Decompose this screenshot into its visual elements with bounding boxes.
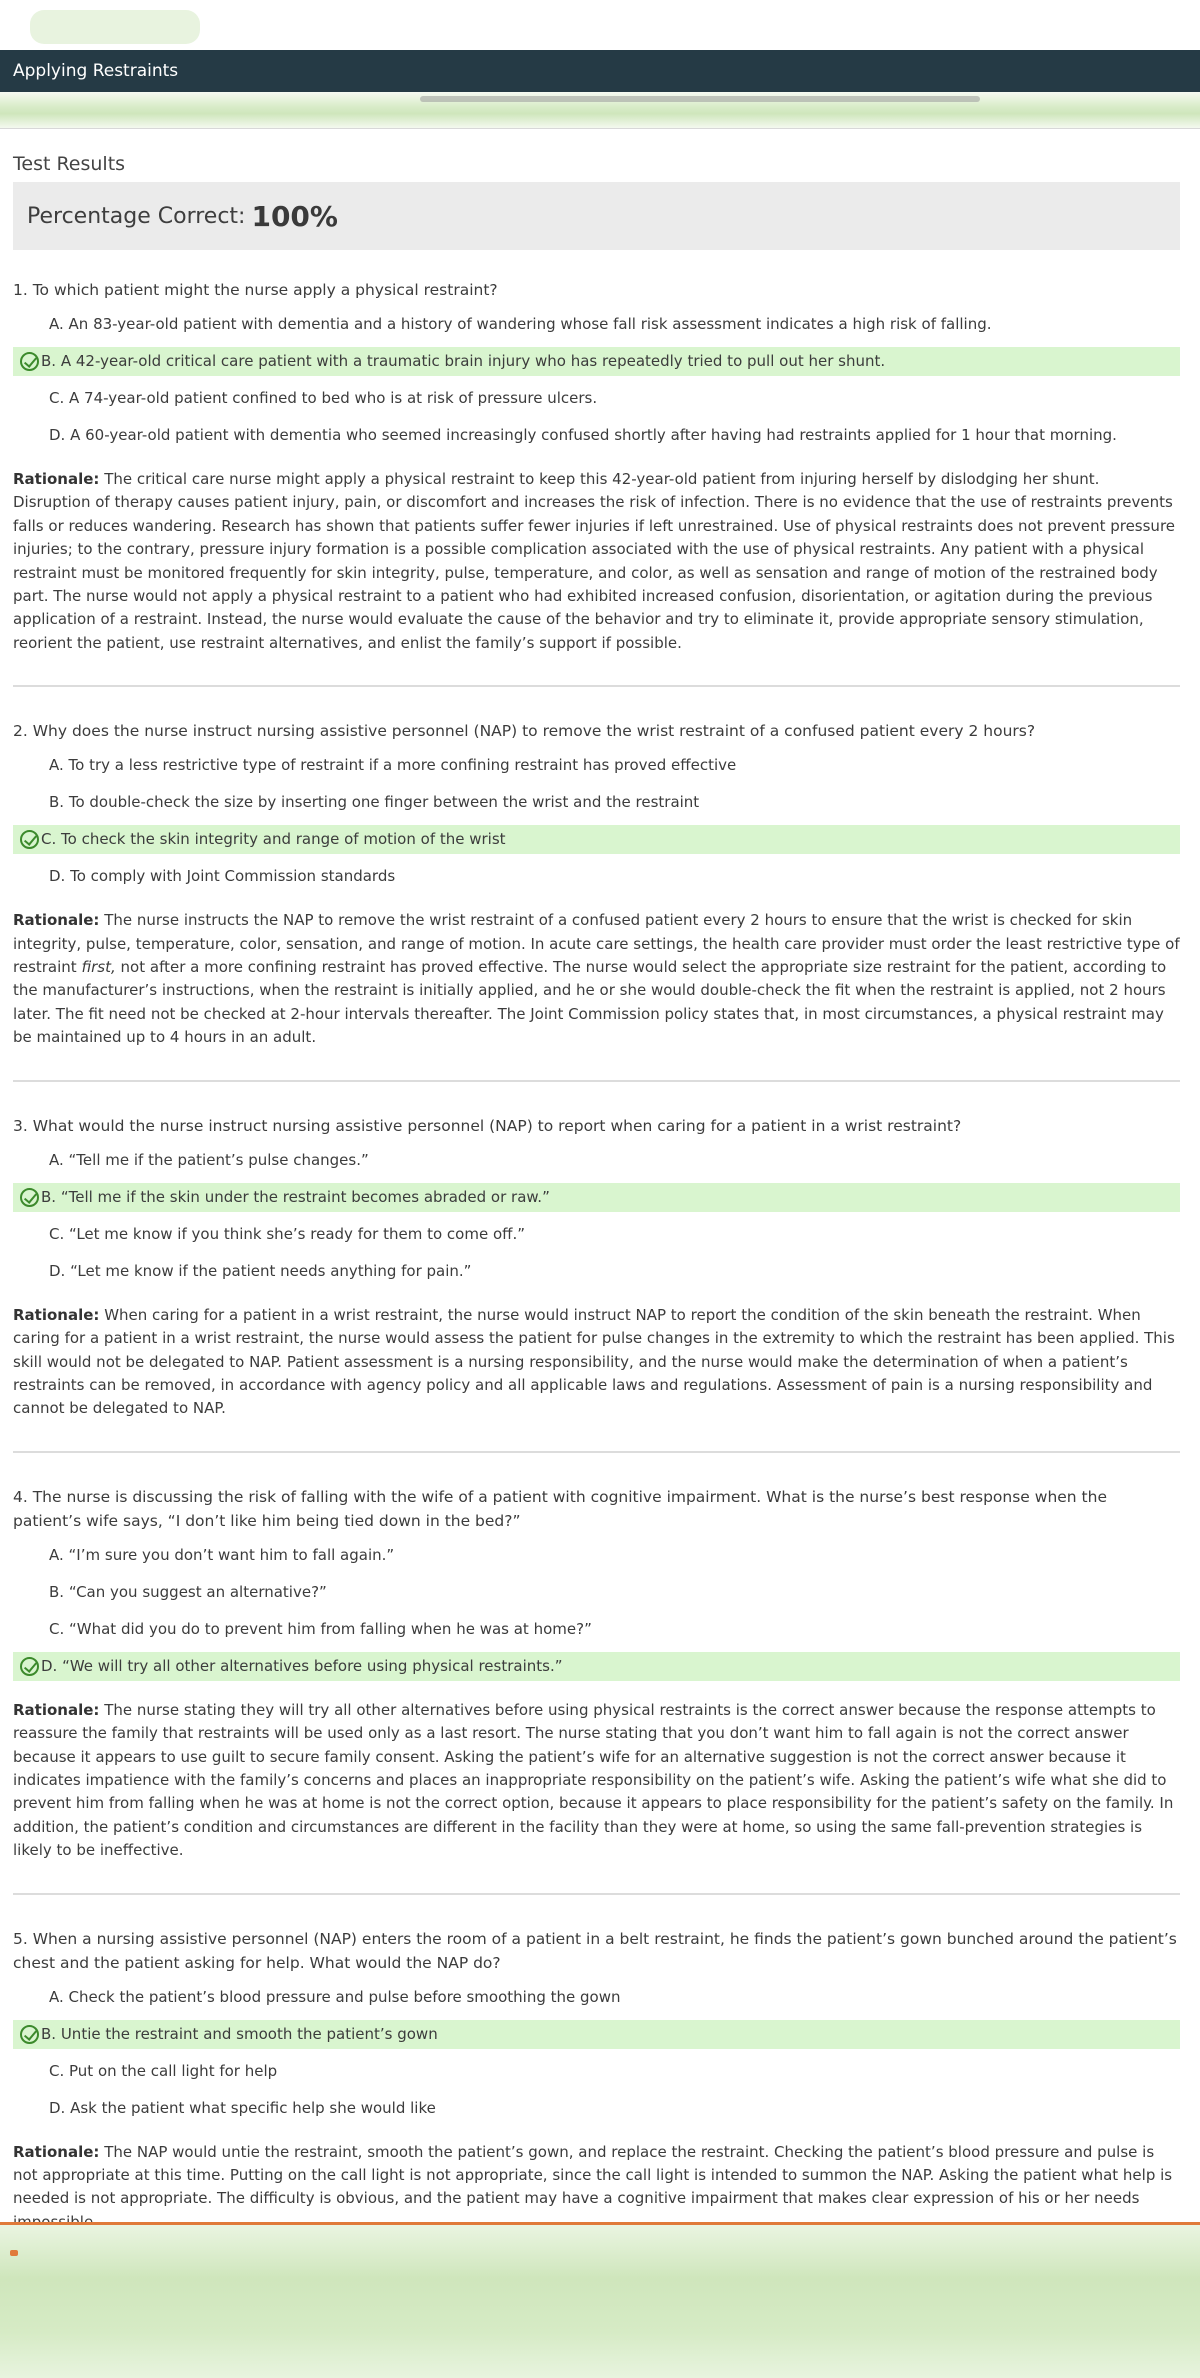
rationale-text-start: The nurse instructs the NAP to remove the wrist restraint of a confused patient every 2 hours to ensure that the wrist is checked for skin integrity, pulse, temperature, color, sensation, and range of motion. In acute care settings, the health care provider must order the least restrictive type of restraint: [13, 911, 1180, 977]
rationale-label: Rationale:: [13, 1305, 100, 1324]
question-stem: 2. Why does the nurse instruct nursing assistive personnel (NAP) to remove the wrist restraint of a confused patient every 2 hours?: [13, 722, 1036, 741]
header-decoration: [30, 10, 200, 44]
option-text: B. Untie the restraint and smooth the patient’s gown: [41, 2024, 438, 2043]
rationale-text: The nurse stating they will try all other alternatives before using physical restraints is the correct answer because the response attempts to reassure the family that restraints will be used only as a last resort. The nurse stating that you don’t want him to fall again is not the correct answer because it appears to use guilt to secure family consent. Asking the patient’s wife for an alternative suggestion is not the correct answer because it indicates impatience with the family’s concerns and places an inappropriate responsibility on the patient’s wife. Asking the patient’s wife what she did to prevent him from falling when he was at home is not the correct option, because it appears to place responsibility for the patient’s safety on the family. In addition, the patient’s condition and circumstances are different in the facility than they were at home, so using the same fall-prevention strategies is likely to be ineffective.: [13, 1700, 1174, 1860]
rationale-label: Rationale:: [13, 470, 100, 488]
option-c: C. “What did you do to prevent him from falling when he was at home?”: [49, 1619, 592, 1638]
option-d-correct: [13, 1652, 1180, 1681]
results-heading: Test Results: [13, 153, 126, 175]
rationale-text: When caring for a patient in a wrist restraint, the nurse would instruct NAP to report the condition of the skin beneath the restraint. When caring for a patient in a wrist restraint, the nurse would assess the patient for pulse changes in the extremity to which the restraint has been applied. This skill would not be delegated to NAP. Patient assessment is a nursing responsibility, and the nurse would make the determination of when a patient’s restraints can be removed, in accordance with agency policy and all applicable laws and regulations. Assessment of pain is a nursing responsibility and cannot be delegated to NAP.: [13, 1305, 1175, 1418]
check-circle-icon: [20, 2025, 39, 2044]
question-divider: [13, 1893, 1180, 1895]
rationale-label: Rationale:: [13, 1700, 100, 1719]
question-divider: [13, 1080, 1180, 1082]
option-b: B. “Can you suggest an alternative?”: [49, 1582, 327, 1601]
header-rule: [0, 128, 1200, 129]
option-d: D. To comply with Joint Commission standards: [49, 867, 396, 886]
window-title: Applying Restraints: [0, 50, 1200, 92]
question-divider: [13, 1451, 1180, 1453]
option-a: A. Check the patient’s blood pressure and pulse before smoothing the gown: [49, 1987, 621, 2006]
option-c: C. “Let me know if you think she’s ready for them to come off.”: [49, 1224, 525, 1243]
question-4: [13, 1485, 1180, 1863]
footer: [0, 2225, 1200, 2378]
score-value: 100%: [251, 199, 338, 233]
rationale-text: The NAP would untie the restraint, smooth the patient’s gown, and replace the restraint. Checking the patient’s blood pressure and pulse is not appropriate at this time. Putting on the call light is not appropriate, since the call light is intended to summon the NAP. Asking the patient what help is needed is not appropriate. The difficulty is obvious, and the patient may have a cognitive impairment that makes clear expression of his or her needs: [13, 2142, 1173, 2208]
option-text: B. “Tell me if the skin under the restraint becomes abraded or raw.”: [41, 1187, 550, 1206]
score-box: [13, 182, 1180, 250]
question-divider: [13, 685, 1180, 687]
check-circle-icon: [20, 830, 39, 849]
option-text: C. To check the skin integrity and range of motion of the wrist: [41, 830, 506, 849]
option-a: A. An 83-year-old patient with dementia and a history of wandering whose fall risk assessment indicates a high risk of falling.: [49, 315, 992, 333]
rationale: [13, 1304, 1180, 1421]
rationale-label: Rationale:: [13, 2142, 100, 2161]
question-1: [13, 278, 1180, 655]
option-b-correct: [13, 1183, 1180, 1212]
score-label: Percentage Correct:: [27, 203, 246, 229]
rationale-emphasis: first,: [81, 958, 116, 977]
test-results: [13, 150, 1180, 2234]
option-a: A. To try a less restrictive type of restraint if a more confining restraint has proved effective: [49, 756, 737, 775]
option-b-correct: [13, 347, 1180, 376]
question-3: [13, 1114, 1180, 1421]
option-b: B. To double-check the size by inserting one finger between the wrist and the restraint: [49, 793, 700, 812]
question-stem: 1. To which patient might the nurse apply a physical restraint?: [13, 281, 498, 299]
question-5: [13, 1927, 1180, 2235]
question-stem: 4. The nurse is discussing the risk of falling with the wife of a patient with cognitive impairment. What is the nurse’s best response when the patient’s wife says, “I don’t like him being tied down in the bed?”: [13, 1487, 1107, 1530]
question-2: [13, 719, 1180, 1049]
rationale-text-end: not after a more confining restraint has proved effective. The nurse would select the appropriate size restraint for the patient, according to the manufacturer’s instructions, when the restraint is initially applied, and he or she would double-check the fit when the restraint is applied, not 2 hours later. The fit need not be checked at 2-hour intervals thereafter. The Joint Commission policy states that, in most circumstances, a physical restraint may be maintained up to 4 hours in an adult.: [13, 958, 1167, 1047]
question-stem: 3. What would the nurse instruct nursing assistive personnel (NAP) to report when caring for a patient in a wrist restraint?: [13, 1116, 962, 1135]
rationale-label: Rationale:: [13, 911, 100, 930]
option-a: A. “I’m sure you don’t want him to fall again.”: [49, 1545, 395, 1564]
option-d: D. “Let me know if the patient needs anything for pain.”: [49, 1261, 472, 1280]
option-d: D. Ask the patient what specific help she would like: [49, 2098, 436, 2117]
rationale: [13, 1699, 1180, 1863]
option-a: A. “Tell me if the patient’s pulse changes.”: [49, 1150, 369, 1169]
option-text: B. A 42-year-old critical care patient with a traumatic brain injury who has repeatedly tried to pull out her shunt.: [41, 352, 886, 370]
option-c: C. Put on the call light for help: [49, 2061, 278, 2080]
footer-mark: [10, 2250, 18, 2256]
rationale-text: The critical care nurse might apply a physical restraint to keep this 42-year-old patient from injuring herself by dislodging her shunt. Disruption of therapy causes patient injury, pain, or discomfort and increases the risk of infection. There is no evidence that the use of restraints prevents falls or reduces wandering. Research has shown that patients suffer fewer injuries if left unrestrained. Use of physical restraints does not prevent pressure injuries; to the contrary, pressure injury formation is a possible complication associated with the use of physical restraints. Any patient with a physical restraint must be monitored frequently for skin integrity, pulse, temperature, and color, as well as sensation and range of motion of the restrained body part. The nurse would not apply a physical restraint to a patient who had exhibited increased confusion, disorientation, or agitation during the previous application of a restraint. Instead, the nurse would evaluate the cause of the behavior and try to eliminate it, provide appropriate sensory stimulation, reorient the patient, use restraint alternatives, and enlist the family’s support if possible.: [13, 470, 1176, 652]
header-band: [0, 92, 1200, 128]
check-circle-icon: [20, 352, 39, 371]
rationale: [13, 468, 1180, 655]
option-c: C. A 74-year-old patient confined to bed who is at risk of pressure ulcers.: [49, 389, 598, 407]
rationale: [13, 909, 1180, 1049]
question-stem: 5. When a nursing assistive personnel (NAP) enters the room of a patient in a belt restraint, he finds the patient’s gown bunched around the patient’s chest and the patient asking for help. What would the NAP do?: [13, 1929, 1177, 1972]
rationale: [13, 2141, 1180, 2235]
check-circle-icon: [20, 1657, 39, 1676]
check-circle-icon: [20, 1188, 39, 1207]
option-d: D. A 60-year-old patient with dementia who seemed increasingly confused shortly after having had restraints applied for 1 hour that morning.: [49, 426, 1117, 444]
option-c-correct: [13, 825, 1180, 854]
option-b-correct: [13, 2020, 1180, 2049]
option-text: D. “We will try all other alternatives before using physical restraints.”: [41, 1656, 563, 1675]
